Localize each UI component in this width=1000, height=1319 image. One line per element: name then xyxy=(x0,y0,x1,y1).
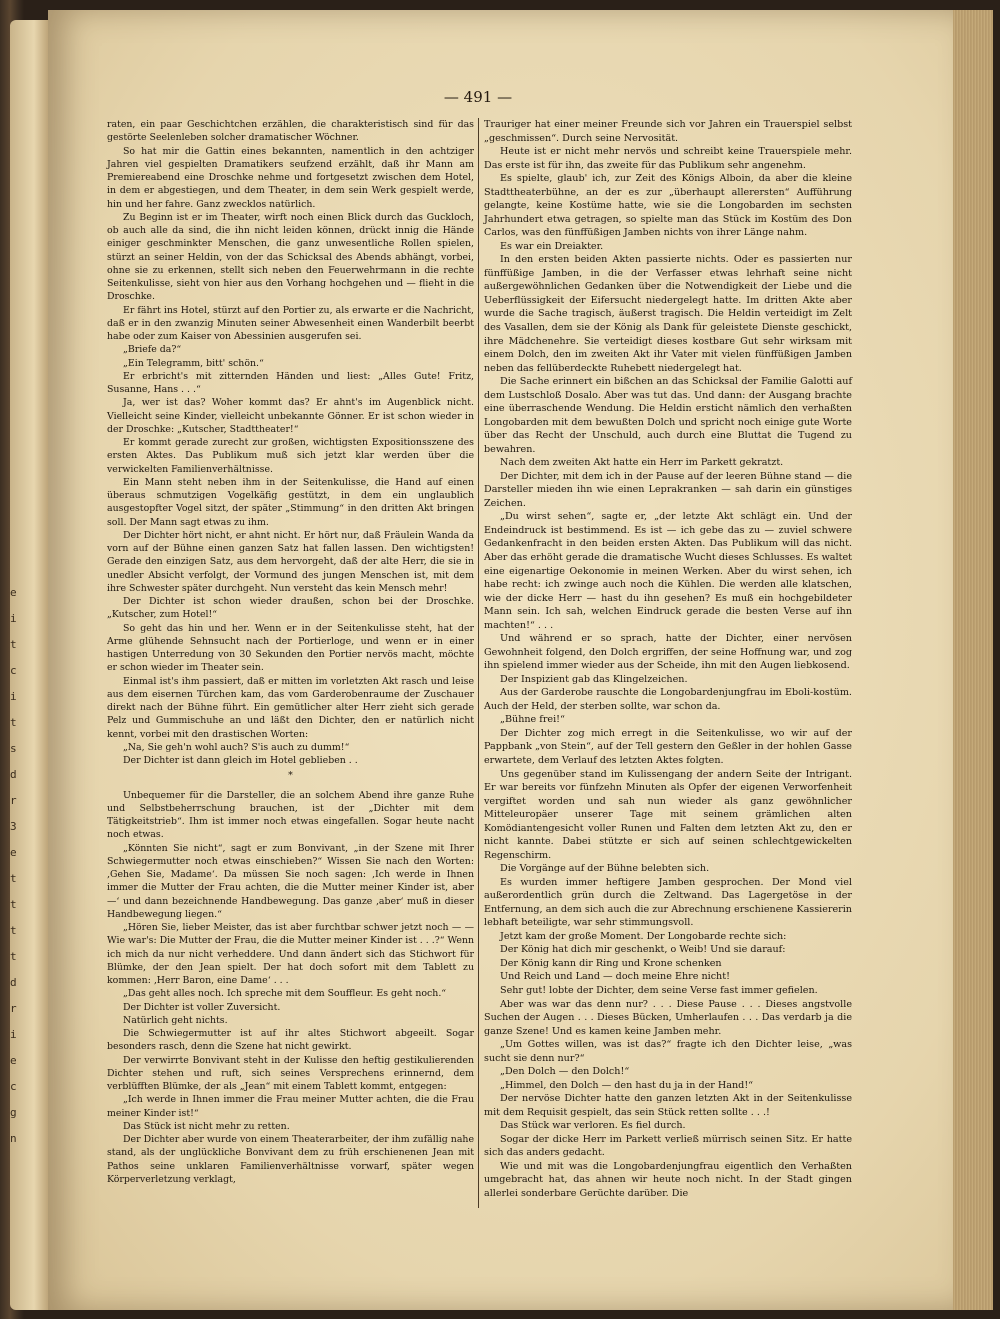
paragraph: Ja, wer ist das? Woher kommt das? Er ahnt's im Augenblick nicht. Vielleicht seine Kinder, vielleicht unbekannte Gönner. Er ist schon wieder in der Droschke: „Kutscher, Stadttheater!“ xyxy=(107,397,474,435)
paragraph: Aus der Garderobe rauschte die Longobardenjungfrau im Eboli-kostüm. Auch der Held, der sterben sollte, war schon da. xyxy=(484,687,852,712)
paragraph: „Na, Sie geh'n wohl auch? S'is auch zu dumm!“ xyxy=(123,741,350,753)
paragraph: „Den Dolch — den Dolch!“ xyxy=(500,1066,630,1078)
paragraph: Jetzt kam der große Moment. Der Longobarde rechte sich: xyxy=(500,930,787,942)
paragraph: Der Dichter ist voller Zuversicht. xyxy=(123,1001,281,1013)
paragraph: Der Dichter hört nicht, er ahnt nicht. Er hört nur, daß Fräulein Wanda da vorn auf der Bühne einen ganzen Satz hat fallen lassen. Den wichtigsten! Gerade den einzigen Satz, aus dem hervorgeht, daß der alte Herr, die sie in unedler Absicht verfolgt, der Vormund des jungen Menschen ist, mit dem ihre Schwester später durchgeht. Nun versteht das kein Mensch mehr! xyxy=(107,529,474,594)
paragraph: Es spielte, glaub' ich, zur Zeit des Königs Alboin, da aber die kleine Stadttheaterbühne, an der es zur „überhaupt allerersten“ Aufführung gelangte, keine Kostüme hatte, wie sie die Longobarden im sechsten Jahrhundert etwa getragen, so spielte man das Stück im Kostüm des Don Carlos, was den fünffüßigen Jamben nichts von ihrer Länge nahm. xyxy=(484,173,852,239)
paragraph: Der Dichter, mit dem ich in der Pause auf der leeren Bühne stand — die Darsteller mieden ihn wie einen Leprakranken — sah darin ein günstiges Zeichen. xyxy=(484,470,852,509)
paragraph: „Himmel, den Dolch — den hast du ja in der Hand!“ xyxy=(500,1079,754,1091)
paragraph: Er fährt ins Hotel, stürzt auf den Portier zu, als erwarte er die Nachricht, daß er in den zwanzig Minuten seiner Abwesenheit einen Wanderbilt beerbt habe oder zum Kaiser von Abessinien ausgerufen sei. xyxy=(107,304,474,342)
paragraph: In den ersten beiden Akten passierte nichts. Oder es passierten nur fünffüßige Jamben, in die der Verfasser etwas lehrhaft seine nicht außergewöhnlichen Gedanken über die Notwendigkeit der Liebe und die Ueberflüssigkeit der Eifersucht niedergelegt hatte. Im dritten Akte aber wurde die Sache tragisch, äußerst tragisch. Die Heldin verteidigt im Zelt des Vasallen, dem sie der König als Dank für geleistete Dienste geschickt, ihre Mädchenehre. Sie verteidigt dieses kostbare Gut sehr wirksam mit einem Dolch, den im zweiten Akt ihr Vater mit vielen fünffüßigen Jamben neben das fellüberdeckte Ruhebett niedergelegt hat. xyxy=(484,254,852,374)
paragraph: Das Stück war verloren. Es fiel durch. xyxy=(500,1120,686,1132)
paragraph: Der nervöse Dichter hatte den ganzen letzten Akt in der Seitenkulisse mit dem Requisit gespielt, das sein Stück retten sollte . . .! xyxy=(484,1093,852,1118)
page-stack-edge xyxy=(953,10,993,1310)
paragraph: „Um Gottes willen, was ist das?“ fragte ich den Dichter leise, „was sucht sie denn nur?“ xyxy=(484,1039,852,1064)
paragraph: Einmal ist's ihm passiert, daß er mitten im vorletzten Akt rasch und leise aus dem eisernen Türchen kam, das vom Garderobenraume der Zuschauer direkt nach der Bühne führt. Ein gemütlicher alter Herr zieht sich gerade Pelz und Gummischuhe an und läßt den Dichter, den er natürlich nicht kennt, vorbei mit den drastischen Worten: xyxy=(107,675,474,740)
paragraph: Er erbricht's mit zitternden Händen und liest: „Alles Gute! Fritz, Susanne, Hans . . .“ xyxy=(107,370,474,395)
gutter-text-fragments: e i t c i t s d r 3 e t t t t d r i e c g n xyxy=(10,586,17,1145)
paragraph: Die Sache erinnert ein bißchen an das Schicksal der Familie Galotti auf dem Lustschloß Dosalo. Aber was tut das. Und dann: der Ausgang brachte eine überraschende Wendung. Die Heldin ersticht nämlich den verhaßten Longobarden mit dem bewußten Dolch und spricht noch einige gute Worte über das Recht der Unschuld, auch durch eine Bluttat die Tugend zu bewahren. xyxy=(484,376,852,455)
column-divider xyxy=(478,118,479,1208)
left-page-edge xyxy=(10,20,50,1310)
paragraph: Die Vorgänge auf der Bühne belebten sich. xyxy=(500,863,710,875)
paragraph: Der König kann dir Ring und Krone schenken xyxy=(500,957,722,969)
paragraph: „Briefe da?“ xyxy=(123,344,182,356)
paragraph: Ein Mann steht neben ihm in der Seitenkulisse, die Hand auf einen überaus schmutzigen Vogelkäfig gestützt, in dem ein unglaublich ausgestopfter Vogel sitzt, der später „Stimmung“ in den dritten Akt bringen soll. Der Mann sagt etwas zu ihm. xyxy=(107,476,474,528)
paragraph: Der Dichter aber wurde von einem Theaterarbeiter, der ihm zufällig nahe stand, als der unglückliche Bonvivant dem zu früh erschienenen Jean mit Pathos seine unklaren Familienverhältnisse vorwarf, später wegen Körperverletzung verklagt, xyxy=(107,1134,474,1185)
paragraph: Das Stück ist nicht mehr zu retten. xyxy=(123,1120,290,1132)
right-text-column xyxy=(484,118,852,1201)
paragraph: raten, ein paar Geschichtchen erzählen, die charakteristisch sind für das gestörte Seelenleben solcher dramatischer Wöchner. xyxy=(107,119,474,144)
paragraph: Uns gegenüber stand im Kulissengang der andern Seite der Intrigant. Er war bereits vor fünfzehn Minuten als Opfer der eigenen Verworfenheit vergiftet worden und sah nun wieder als ganz gewöhnlicher Mitteleuropäer unserer Tage mit seinem grämlichen alten Komödiantengesicht voller Runen und Falten dem letzten Akt zu, den er nicht kannte. Dabei stützte er sich auf seinen schlechtgewickelten Regenschirm. xyxy=(484,768,852,861)
paragraph: Aber was war das denn nur? . . . Diese Pause . . . Dieses angstvolle Suchen der Augen . . . Dieses Bücken, Umherlaufen . . . Das verdarb ja die ganze Szene! Und es kamen keine Jamben mehr. xyxy=(484,998,852,1037)
paragraph: Zu Beginn ist er im Theater, wirft noch einen Blick durch das Guckloch, ob auch alle da sind, die ihn nicht leiden können, drückt innig die Hände einiger geschminkter Menschen, die ganz unwesentliche Rollen spielen, stürzt an seiner Heldin, von der das Schicksal des Abends abhängt, vorbei, ohne sie zu erkennen, stellt sich neben den Feuerwehrmann in die rechte Seitenkulisse, sieht von hier aus den Vorhang hochgehen und — flieht in die Droschke. xyxy=(107,211,474,303)
left-text-column xyxy=(107,118,474,1186)
paragraph: Nach dem zweiten Akt hatte ein Herr im Parkett gekratzt. xyxy=(500,457,784,469)
page-number: — 491 — xyxy=(443,88,513,106)
paragraph: So hat mir die Gattin eines bekannten, namentlich in den achtziger Jahren viel gespielten Dramatikers seufzend erzählt, daß ihr Mann am Premiereabend eine Droschke nehme und fortgesetzt zwischen dem Hotel, in dem er abgestiegen, und dem Theater, in dem sein Werk gespielt werde, hin und her fahre. Ganz zwecklos natürlich. xyxy=(107,145,474,210)
paragraph: Sehr gut! lobte der Dichter, dem seine Verse fast immer gefielen. xyxy=(500,985,818,996)
paragraph: „Bühne frei!“ xyxy=(500,714,565,726)
paragraph: Der verwirrte Bonvivant steht in der Kulisse den heftig gestikulierenden Dichter stehen und ruft, sich seines Versprechens erinnernd, dem verblüfften Blümke, der als „Jean“ mit einem Tablett kommt, entgegen: xyxy=(107,1054,474,1092)
paragraph: Der König hat dich mir geschenkt, o Weib! Und sie darauf: xyxy=(500,944,786,956)
paragraph: „Hören Sie, lieber Meister, das ist aber furchtbar schwer jetzt noch — — Wie war's: Die Mutter der Frau, die die Mutter meiner Kinder ist . . .?“ Wenn ich mich da nur nicht verheddere. Und dann ändert sich das Stichwort für Blümke, der den Jean spielt. Der hat doch sofort mit dem Tablett zu kommen: ‚Herr Baron, eine Dame‘ . . . xyxy=(107,922,474,986)
paragraph: Und während er so sprach, hatte der Dichter, einer nervösen Gewohnheit folgend, den Dolch ergriffen, der seine Hoffnung war, und zog ihn spielend immer wieder aus der Scheide, ihn mit den Augen liebkosend. xyxy=(484,633,852,672)
paragraph: Der Dichter ist dann gleich im Hotel geblieben . . xyxy=(123,755,358,766)
paragraph: „Das geht alles noch. Ich spreche mit dem Souffleur. Es geht noch.“ xyxy=(123,988,447,1000)
paragraph: „Könnten Sie nicht“, sagt er zum Bonvivant, „in der Szene mit Ihrer Schwiegermutter noch etwas einschieben?“ Wissen Sie nach den Worten: ‚Gehen Sie, Madame‘. Da müssen Sie noch sagen: ‚Ich werde in Ihnen immer die Mutter der Frau achten, die die Mutter meiner Kinder ist, aber —‘ und dann bezeichnende Handbewegung. Das ganze ‚aber‘ muß in dieser Handbewegung liegen.“ xyxy=(107,842,474,920)
paragraph: „Du wirst sehen“, sagte er, „der letzte Akt schlägt ein. Und der Endeindruck ist bestimmend. Es ist — ich gebe das zu — zuviel schwere Gedankenfracht in den beiden ersten Akten. Das Publikum will das nicht. Aber das erhöht gerade die dramatische Wucht dieses Schlusses. Es waltet eine eigenartige Oekonomie in meinen Werken. Aber du wirst sehen, ich habe recht: ich zwinge auch noch die Kühlen. Die werden alle klatschen, wie der dicke Herr — hast du ihn gesehen? Es muß ein hochgebildeter Mann sein. Ich sah, welchen Eindruck gerade die besten Verse auf ihn machten!“ . . . xyxy=(484,511,852,631)
paragraph: Der Dichter zog mich erregt in die Seitenkulisse, wo wir auf der Pappbank „von Stein“, auf der Tell gestern den Geßler in der hohlen Gasse erwartete, dem Verlauf des letzten Aktes folgten. xyxy=(484,727,852,766)
paragraph: Natürlich geht nichts. xyxy=(123,1014,228,1026)
paragraph: Es wurden immer heftigere Jamben gesprochen. Der Mond viel außerordentlich grün durch die Zeltwand. Das Lagergetöse in der Entfernung, an dem sich auch die zur Abrechnung erschienene Kassiererin lebhaft beteiligte, war sehr stimmungsvoll. xyxy=(484,876,852,929)
paragraph: Der Dichter ist schon wieder draußen, schon bei der Droschke. „Kutscher, zum Hotel!“ xyxy=(107,596,474,621)
paragraph: So geht das hin und her. Wenn er in der Seitenkulisse steht, hat der Arme glühende Sehnsucht nach der Portierloge, und wenn er in einer hastigen Unterredung von 30 Sekunden den Portier nervös macht, möchte er schon wieder im Theater sein. xyxy=(107,622,474,674)
paragraph: Der Inspizient gab das Klingelzeichen. xyxy=(500,673,688,685)
paragraph: Wie und mit was die Longobardenjungfrau eigentlich den Verhaßten umgebracht hat, das ahnen wir heute noch nicht. In der Stadt gingen allerlei sonderbare Gerüchte darüber. Die xyxy=(484,1160,852,1199)
paragraph: * xyxy=(288,770,293,782)
paragraph: Heute ist er nicht mehr nervös und schreibt keine Trauerspiele mehr. Das erste ist für ihn, das zweite für das Publikum sehr angenehm. xyxy=(484,146,852,171)
paragraph: Und Reich und Land — doch meine Ehre nicht! xyxy=(500,971,730,983)
paragraph: Unbequemer für die Darsteller, die an solchem Abend ihre ganze Ruhe und Selbstbeherrschung brauchen, ist der „Dichter mit dem Tätigkeitstrieb“. Ihm ist immer noch etwas eingefallen. Sogar heute nacht noch etwas. xyxy=(107,789,474,841)
paragraph: „Ich werde in Ihnen immer die Frau meiner Mutter achten, die die Frau meiner Kinder ist!“ xyxy=(107,1094,474,1119)
paragraph: Er kommt gerade zurecht zur großen, wichtigsten Expositionsszene des ersten Aktes. Das Publikum muß sich jetzt klar werden über die verwickelten Familienverhältnisse. xyxy=(107,437,474,475)
paragraph: Die Schwiegermutter ist auf ihr altes Stichwort abgeeilt. Sogar besonders rasch, denn die Szene hat nicht gewirkt. xyxy=(107,1028,474,1053)
paragraph: Sogar der dicke Herr im Parkett verließ mürrisch seinen Sitz. Er hatte sich das anders gedacht. xyxy=(484,1133,852,1159)
paragraph: Es war ein Dreiakter. xyxy=(500,240,604,252)
paragraph: „Ein Telegramm, bitt' schön.“ xyxy=(123,357,264,369)
paragraph: Trauriger hat einer meiner Freunde sich vor Jahren ein Trauerspiel selbst „geschmissen“. Durch seine Nervosität. xyxy=(484,119,852,144)
